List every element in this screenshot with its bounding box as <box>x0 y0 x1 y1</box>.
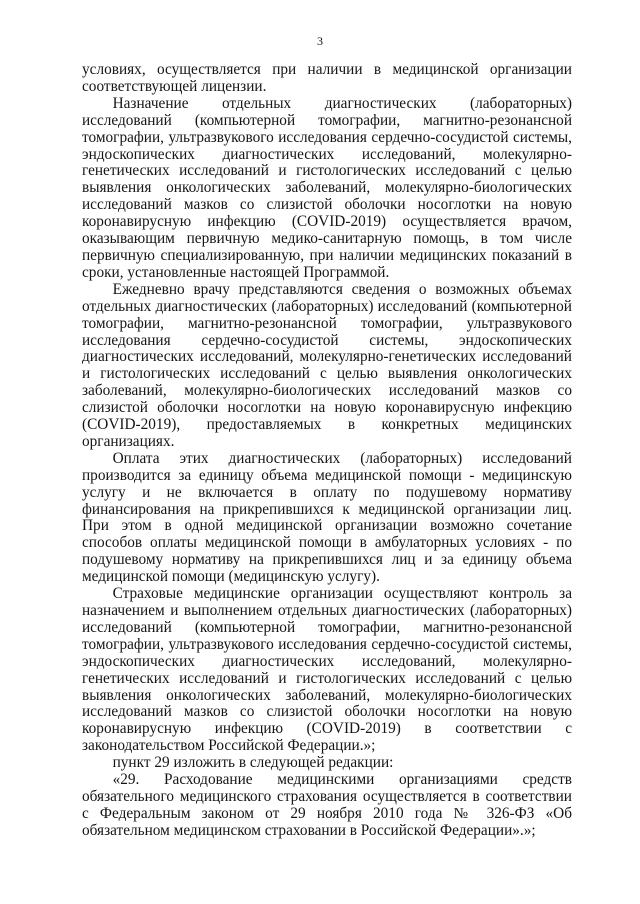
paragraph-daily-information: Ежедневно врачу представляются сведения о возможных объемах отдельных диагностических (лабораторных) исследований (компьютерной томографии, магнитно-резонансной томографии, ультразвукового исследования сердечно-сосудистой системы, эндоскопических диагностических исследований, молекулярно-генетических исследований и гистологических исследований с целью выявления онкологических заболеваний, молекулярно-биологических исследований мазков со слизистой оболочки носоглотки на новую коронавирусную инфекцию (COVID-2019), предоставляемых в конкретных медицинских организациях. <box>82 280 572 450</box>
paragraph-continuation: условиях, осуществляется при наличии в медицинской организации соответствующей лицензии. <box>82 61 572 95</box>
page-number: 3 <box>317 34 323 48</box>
paragraph-point-29-text: «29. Расходование медицинскими организациями средств обязательного медицинского страхования осуществляется в соответствии с Федеральным законом от 29 ноября 2010 года № 326-ФЗ «Об обязательном медицинском страховании в Российской Федерации».»; <box>82 771 572 839</box>
paragraph-diagnostic-assignment: Назначение отдельных диагностических (лабораторных) исследований (компьютерной томографии, магнитно-резонансной томографии, ультразвукового исследования сердечно-сосудистой системы, эндоскопических диагностических исследований, молекулярно-генетических исследований и гистологических исследований с целью выявления онкологических заболеваний, молекулярно-биологических исследований мазков со слизистой оболочки носоглотки на новую коронавирусную инфекцию (COVID-2019) осуществляется врачом, оказывающим первичную медико-санитарную помощь, в том числе первичную специализированную, при наличии медицинских показаний в сроки, установленные настоящей Программой. <box>82 94 572 281</box>
paragraph-payment: Оплата этих диагностических (лабораторных) исследований производится за единицу объема медицинской помощи - медицинскую услугу и не включается в оплату по подушевому нормативу финансирования на прикрепившихся к медицинской организации лиц. При этом в одной медицинской организации возможно сочетание способов оплаты медицинской помощи в амбулаторных условиях - по подушевому нормативу на прикрепившихся лиц и за единицу объема медицинской помощи (медицинскую услугу). <box>82 449 572 586</box>
document-body <box>82 62 572 840</box>
paragraph-point-29-instruction: пункт 29 изложить в следующей редакции: <box>112 754 394 772</box>
paragraph-insurance-control: Страховые медицинские организации осуществляют контроль за назначением и выполнением отдельных диагностических (лабораторных) исследований (компьютерной томографии, магнитно-резонансной томографии, ультразвукового исследования сердечно-сосудистой системы, эндоскопических диагностических исследований, молекулярно-генетических исследований и гистологических исследований с целью выявления онкологических заболеваний, молекулярно-биологических исследований мазков со слизистой оболочки носоглотки на новую коронавирусную инфекцию (COVID-2019) в соответствии с законодательством Российской Федерации.»; <box>82 585 572 755</box>
